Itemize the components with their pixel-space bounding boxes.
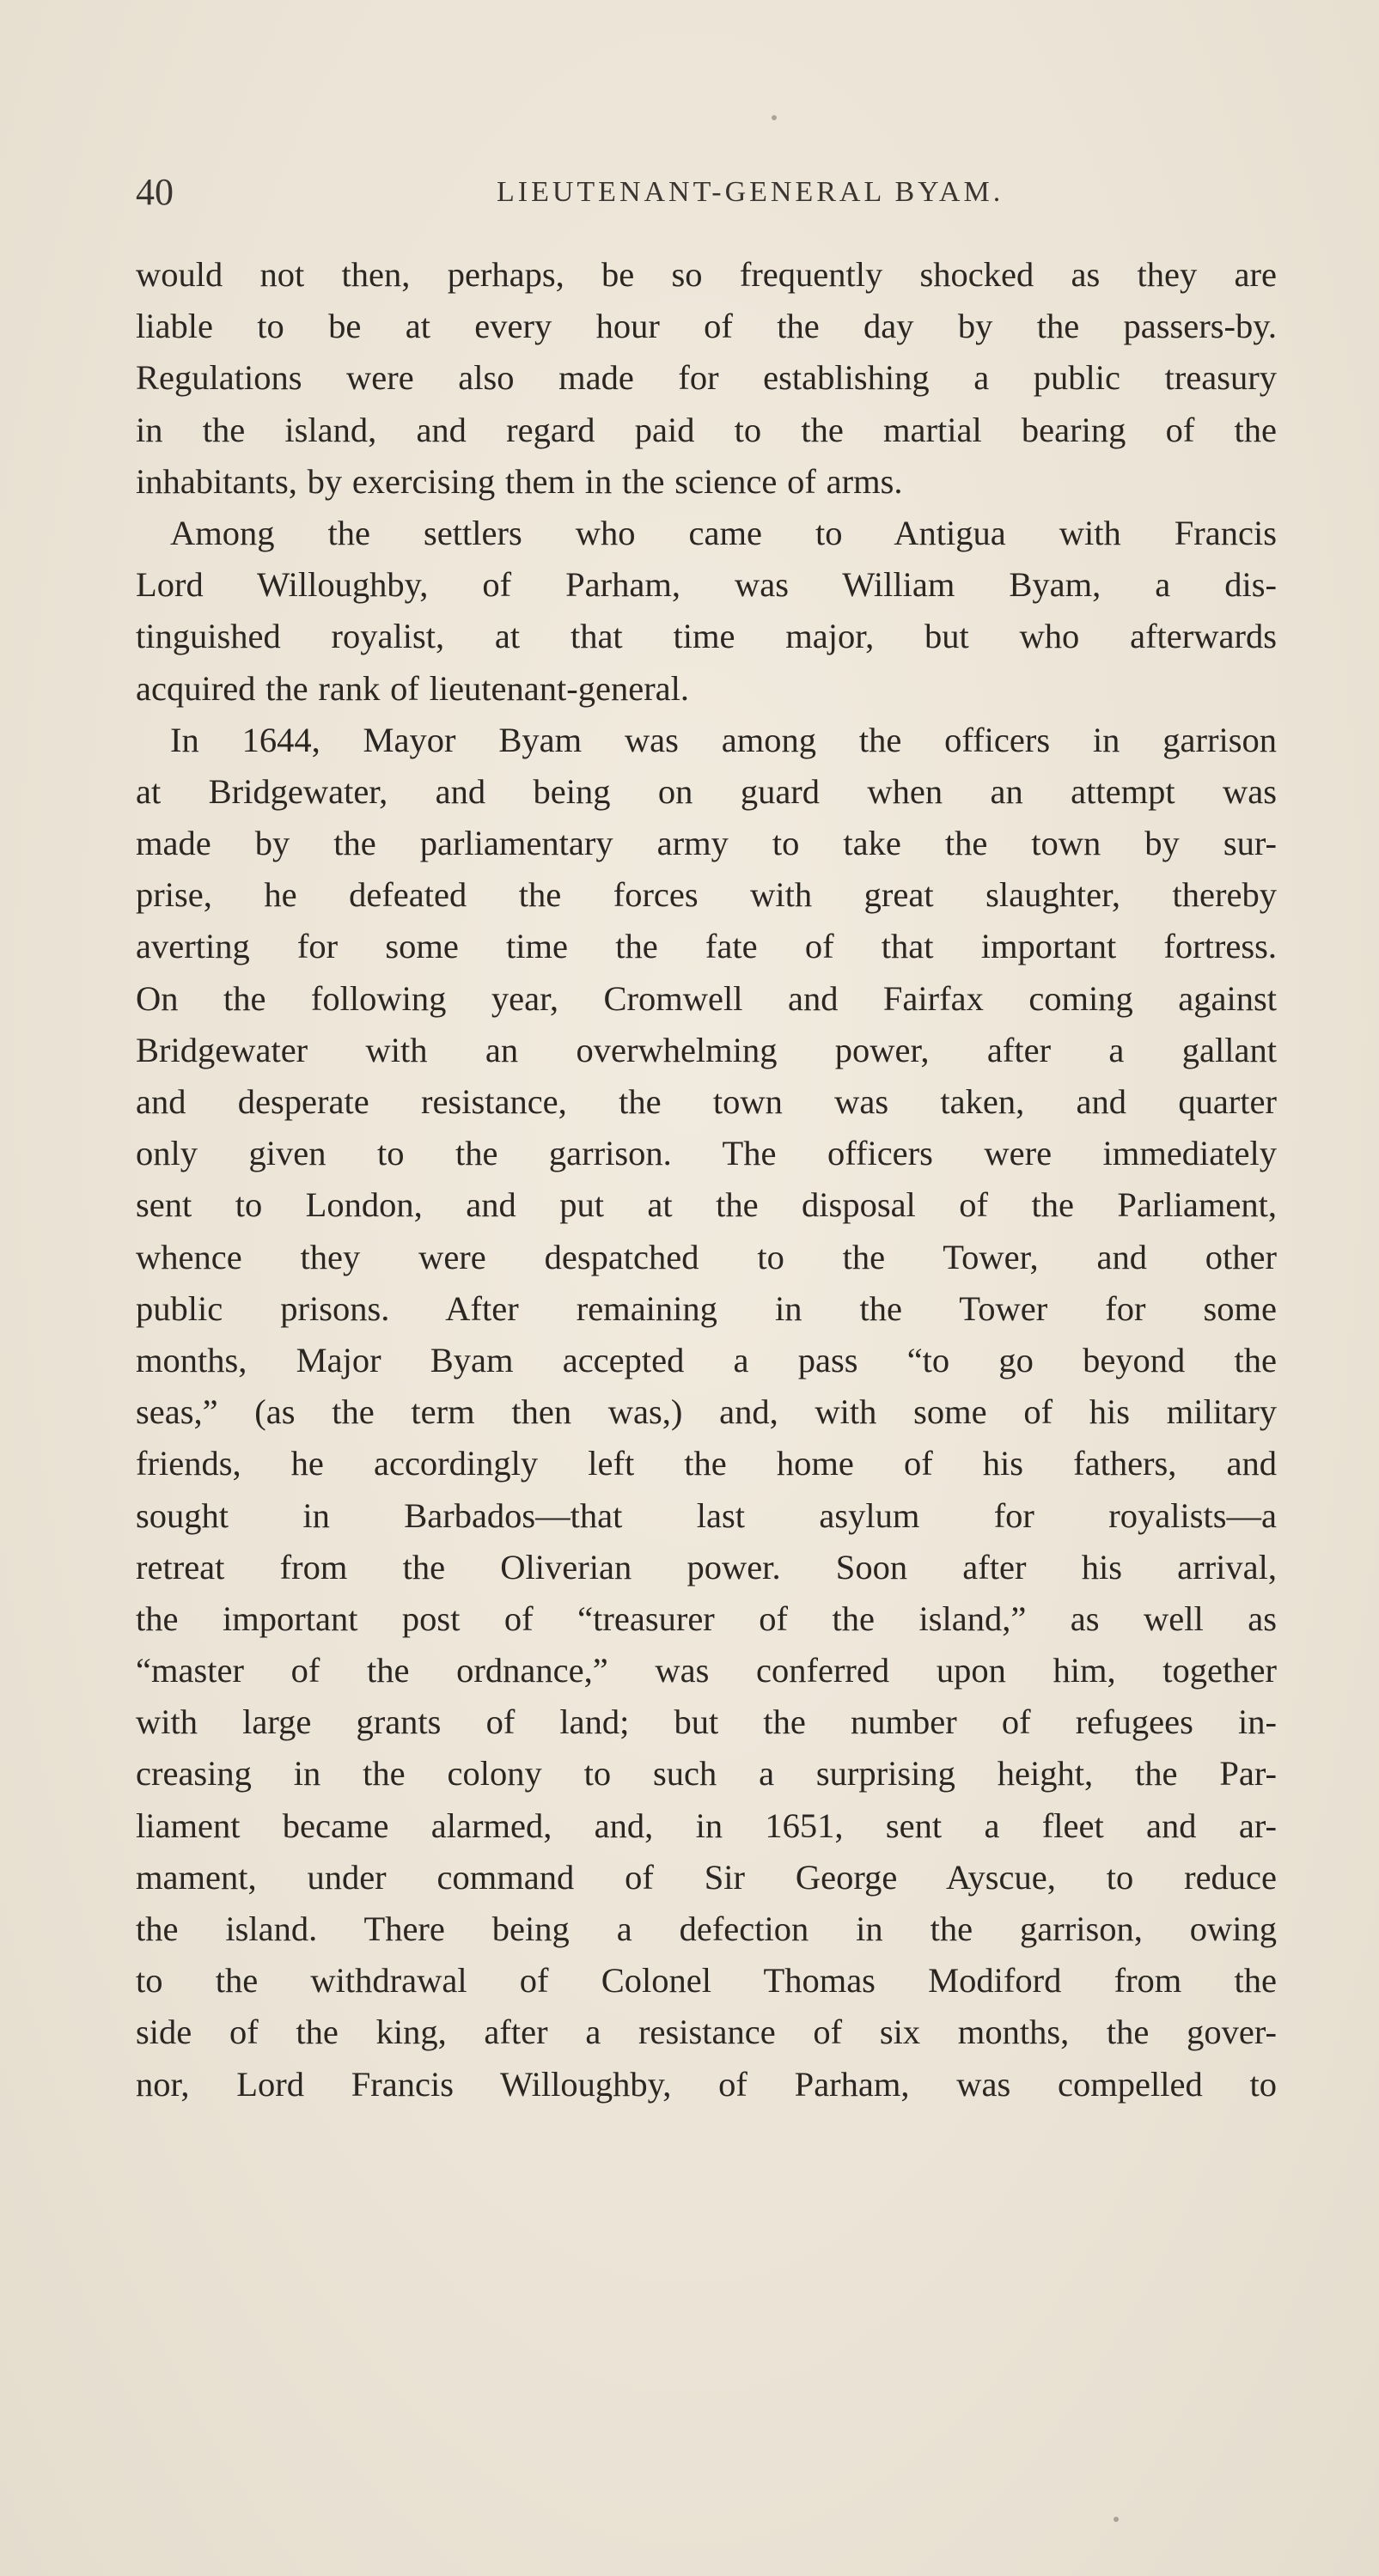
text-line: retreat from the Oliverian power. Soon after his arrival,	[136, 1547, 1277, 1586]
text-line: “master of the ordnance,” was conferred upon him, together	[136, 1651, 1277, 1690]
text-line: the island. There being a defection in the garrison, owing	[136, 1909, 1277, 1948]
running-title: LIEUTENANT-GENERAL BYAM.	[497, 176, 1004, 208]
text-line: tinguished royalist, at that time major, but who afterwards	[136, 617, 1277, 656]
text-line: liable to be at every hour of the day by the passers-by.	[136, 307, 1277, 346]
text-line: friends, he accordingly left the home of his fathers, and	[136, 1444, 1277, 1483]
text-line: Regulations were also made for establishing a public treasury	[136, 358, 1277, 398]
page-header	[136, 167, 1278, 218]
text-line: and desperate resistance, the town was taken, and quarter	[136, 1082, 1277, 1121]
text-line: the important post of “treasurer of the island,” as well as	[136, 1599, 1277, 1638]
text-line: nor, Lord Francis Willoughby, of Parham, was compelled to	[136, 2064, 1277, 2104]
page-number: 40	[136, 171, 174, 213]
text-line: public prisons. After remaining in the Tower for some	[136, 1288, 1277, 1328]
text-line: only given to the garrison. The officers were immediately	[136, 1134, 1277, 1173]
paragraph-start-line: In 1644, Mayor Byam was among the officers in garrison	[170, 720, 1277, 759]
paper-speck	[1114, 2517, 1119, 2522]
text-line: Bridgewater with an overwhelming power, after a gallant	[136, 1030, 1277, 1069]
body-text	[136, 249, 1277, 2110]
text-line: sought in Barbados—that last asylum for royalists—a	[136, 1495, 1277, 1535]
text-line: sent to London, and put at the disposal of the Parliament,	[136, 1185, 1277, 1225]
text-line: side of the king, after a resistance of six months, the gover-	[136, 2013, 1277, 2052]
text-line: whence they were despatched to the Tower, and other	[136, 1237, 1277, 1276]
text-line: Lord Willoughby, of Parham, was William Byam, a dis-	[136, 565, 1277, 605]
text-line: prise, he defeated the forces with great slaughter, thereby	[136, 875, 1277, 915]
paper-speck	[772, 115, 777, 120]
text-line: liament became alarmed, and, in 1651, sent a fleet and ar-	[136, 1806, 1277, 1845]
text-line: made by the parliamentary army to take the town by sur-	[136, 824, 1277, 863]
paragraph-start-line: Among the settlers who came to Antigua with Francis	[170, 513, 1277, 552]
text-line: seas,” (as the term then was,) and, with some of his military	[136, 1392, 1277, 1432]
text-line: months, Major Byam accepted a pass “to go beyond the	[136, 1340, 1277, 1379]
text-line: with large grants of land; but the number of refugees in-	[136, 1702, 1277, 1742]
text-line: inhabitants, by exercising them in the science of arms.	[136, 461, 903, 501]
text-line: acquired the rank of lieutenant-general.	[136, 668, 690, 708]
text-line: mament, under command of Sir George Ayscue, to reduce	[136, 1857, 1277, 1897]
text-line: On the following year, Cromwell and Fairfax coming against	[136, 978, 1277, 1018]
text-line: would not then, perhaps, be so frequently shocked as they are	[136, 255, 1277, 294]
text-line: averting for some time the fate of that important fortress.	[136, 927, 1277, 966]
text-line: in the island, and regard paid to the martial bearing of the	[136, 410, 1277, 449]
text-line: creasing in the colony to such a surprising height, the Par-	[136, 1754, 1277, 1793]
text-line: at Bridgewater, and being on guard when an attempt was	[136, 771, 1277, 811]
text-line: to the withdrawal of Colonel Thomas Modiford from the	[136, 1961, 1277, 2001]
